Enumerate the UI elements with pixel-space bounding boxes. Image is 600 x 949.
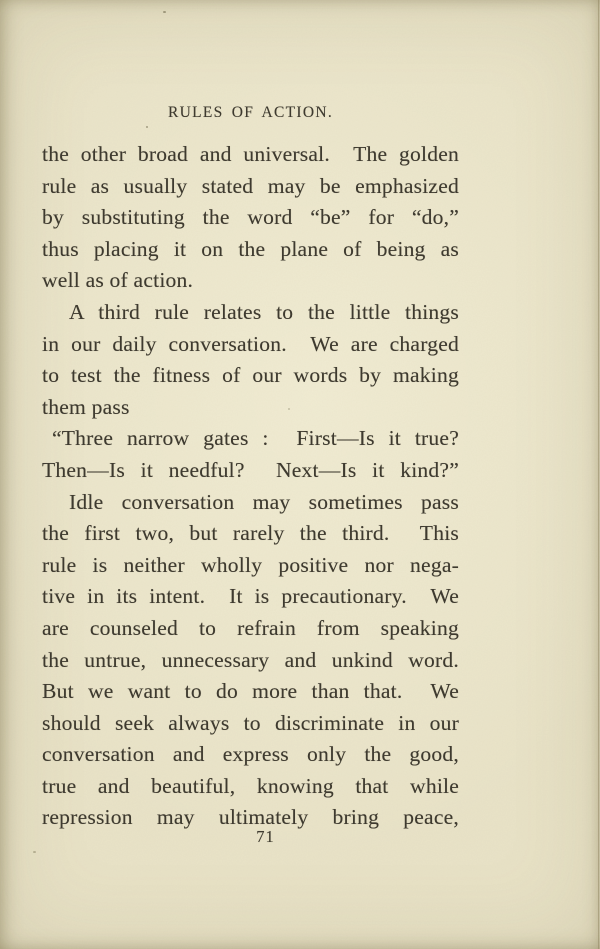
running-header: RULES OF ACTION. [167, 104, 334, 121]
page-text [42, 139, 459, 834]
text-line: them pass [42, 394, 130, 419]
paper-speck [146, 126, 148, 128]
text-line: the untrue, unnecessary and unkind word. [42, 647, 459, 672]
text-line: to test the fitness of our words by making [42, 363, 459, 388]
text-line: But we want to do more than that. We [42, 679, 459, 704]
text-line: true and beautiful, knowing that while [42, 773, 459, 798]
text-line: the other broad and universal. The golden [42, 142, 459, 166]
text-line: well as of action. [42, 268, 194, 293]
text-line: rule is neither wholly positive nor nega- [42, 552, 459, 577]
paper-speck [163, 11, 166, 13]
text-line: thus placing it on the plane of being as [42, 236, 459, 261]
text-line: repression may ultimately bring peace, [42, 805, 459, 830]
text-line: rule as usually stated may be emphasized [42, 173, 459, 198]
page-number: 71 [256, 827, 275, 846]
text-line: are counseled to refrain from speaking [42, 615, 459, 640]
text-line: in our daily conversation. We are charged [42, 331, 459, 356]
paper-speck [33, 851, 36, 853]
text-line: should seek always to discriminate in our [42, 710, 459, 735]
text-line: the first two, but rarely the third. This [42, 521, 459, 546]
page-edge-line [598, 0, 599, 949]
text-line: tive in its intent. It is precautionary. We [42, 584, 459, 609]
quote-line: “Three narrow gates : First—Is it true? [52, 426, 459, 451]
quote-line: Then—Is it needful? Next—Is it kind?” [42, 457, 459, 482]
text-line: A third rule relates to the little things [69, 299, 459, 324]
text-line: by substituting the word “be” for “do,” [42, 205, 459, 230]
text-line: conversation and express only the good, [42, 742, 459, 767]
text-line: Idle conversation may sometimes pass [69, 489, 459, 514]
